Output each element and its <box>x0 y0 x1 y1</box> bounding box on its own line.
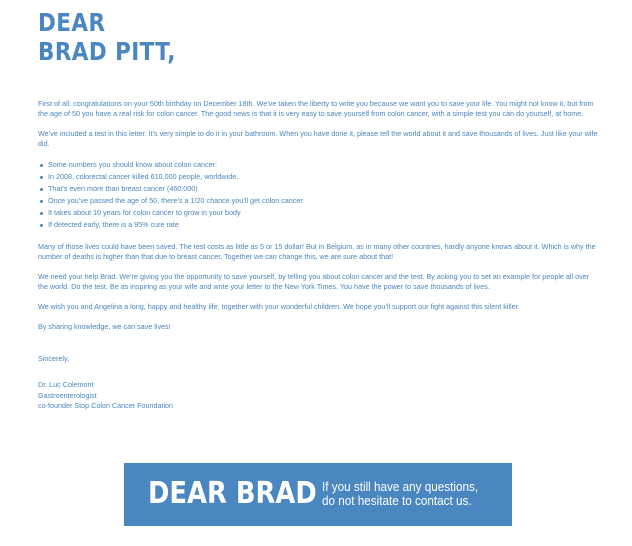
signature-name: Dr. Luc Colemont <box>38 380 94 389</box>
letter-paragraph: First of all: congratulations on your 50th birthday on December 18th. We’ve taken the liberty to write you because we want you to save your life. You might not know it, but from the age of 50 you have a real risk for colon cancer. The good news is that it is very easy to save yourself from colon cancer, with a simple test you can do yourself, at home. <box>38 99 594 118</box>
letter-paragraph: We wish you and Angelina a long, happy and healthy life, together with your wonderful children. We hope you’ll support our fight against this silent killer. <box>38 302 520 311</box>
closing-salutation: Sincerely, <box>38 354 70 363</box>
letter-paragraph: By sharing knowledge, we can save lives! <box>38 322 171 331</box>
heading-line-1: DEAR <box>38 8 106 37</box>
facts-items <box>38 171 598 231</box>
heading-line-2: BRAD PITT, <box>38 37 176 66</box>
banner-title: DEAR BRAD <box>148 476 317 511</box>
fact-item: It takes about 10 years for colon cancer to grow in your body <box>38 207 598 219</box>
letter-closing <box>38 354 598 412</box>
page-heading <box>38 8 176 66</box>
banner-subtitle <box>322 480 478 508</box>
banner-subtitle-line-2: do not hesitate to contact us. <box>322 493 472 508</box>
fact-item: Once you’ve passed the age of 50, there’s a 1/20 chance you’ll get colon cancer <box>38 195 598 207</box>
signature-role: co-founder Stop Colon Cancer Foundation <box>38 401 174 410</box>
fact-item: If detected early, there is a 95% cure rate <box>38 219 598 231</box>
facts-intro: Some numbers you should know about colon cancer: <box>38 159 598 171</box>
letter-paragraph: We’ve included a test in this letter. It’s very simple to do it in your bathroom. When you have done it, please tell the world about it and save thousands of lives. Just like your wife did. <box>38 129 598 148</box>
letter-body <box>38 99 598 412</box>
contact-banner[interactable] <box>124 463 512 526</box>
letter-paragraph: Many of those lives could have been saved. The test costs as little as 5 or 15 dollar! But in Belgium, as in many other countries, hardly anyone knows about it. Which is why the number of deaths is higher than that due to breast cancer. Together we can change this, we are sure about that! <box>38 242 596 261</box>
facts-list <box>38 159 598 231</box>
letter-paragraph: We need your help Brad. We’re giving you the opportunity to save yourself, by telling you about colon cancer and the test. By asking you to set an example for people all over the world. Do the test. Be as inspiring as your wife and write your letter to the New York Times. You have the power to save thousands of lives. <box>38 272 590 291</box>
signature-title: Gastroenterologist <box>38 390 97 400</box>
fact-item: In 2008, colorectal cancer killed 610.000 people, worldwide. <box>38 171 598 183</box>
fact-item: That’s even more than breast cancer (460.000) <box>38 183 598 195</box>
banner-subtitle-line-1: If you still have any questions, <box>322 479 479 494</box>
